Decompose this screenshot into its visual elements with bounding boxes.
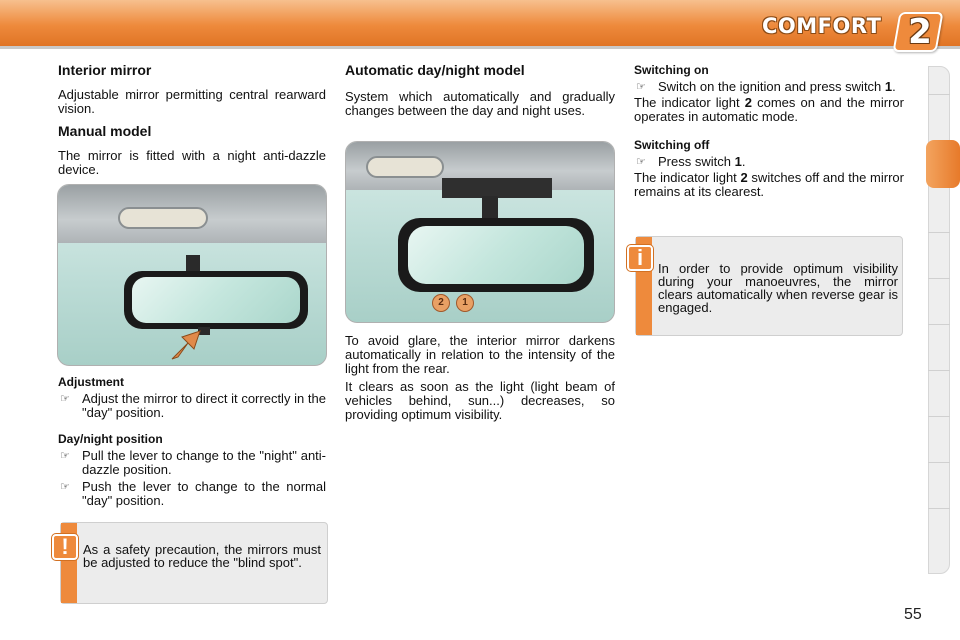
chapter-number: 2 [908,12,932,52]
finger-pointer-icon: ☞ [60,481,70,493]
switching-off-item: ☞ Press switch 1. [636,154,746,169]
active-chapter-tab[interactable] [926,140,960,188]
switching-on-item: ☞ Switch on the ignition and press switch 1. [636,79,896,94]
mirror-mount-bar [442,178,552,198]
day-night-item [58,480,326,508]
tab-divider [928,416,950,417]
header-divider [0,46,960,49]
clear-text: It clears as soon as the light (light beam of vehicles behind, sun...) decreases, so providing optimum visibility. [345,379,615,422]
adjustment-item [58,392,326,420]
indicator-off-text: The indicator light 2 switches off and the mirror remains at its clearest. [634,170,904,199]
finger-pointer-icon: ☞ [636,156,646,168]
day-night-item-text: Push the lever to change to the normal "day" position. [82,479,326,508]
switch-number: 1 [884,79,893,94]
adjustment-item-text: Adjust the mirror to direct it correctly in the "day" position. [82,391,326,420]
warning-text: As a safety precaution, the mirrors must be adjusted to reduce the "blind spot". [83,542,321,570]
tab-divider [928,94,950,95]
page-number: 55 [904,606,922,623]
switching-on-text: Switch on the ignition and press switch [658,79,885,94]
switching-off-heading: Switching off [634,138,710,152]
left-column-top [58,62,326,177]
info-icon: i [627,245,653,271]
courtesy-light [118,207,208,229]
tab-divider [928,232,950,233]
courtesy-light [366,156,444,178]
manual-mirror-illustration [57,184,327,366]
indicator-number: 2 [740,170,748,185]
middle-column-top [345,62,615,118]
right-column [634,63,904,199]
switching-off-text: Press switch [658,154,735,169]
mirror-glass [132,277,300,323]
switching-on-heading: Switching on [634,63,709,77]
manual-model-text: The mirror is fitted with a night anti-dazzle device. [58,148,326,177]
exclamation-icon: ! [52,534,78,560]
indicator-on-text: The indicator light 2 comes on and the mirror operates in automatic mode. [634,95,904,124]
switch-number: 1 [734,154,742,169]
adjustment-heading: Adjustment [58,375,124,389]
mirror-glass [408,226,584,284]
glare-text: To avoid glare, the interior mirror darkens automatically in relation to the intensity of the light from the rear. [345,333,615,376]
interior-mirror-text: Adjustable mirror permitting central rearward vision. [58,87,326,116]
automatic-model-text: System which automatically and gradually changes between the day and night uses. [345,89,615,118]
lever-arrow-icon [166,323,206,363]
finger-pointer-icon: ☞ [60,450,70,462]
middle-column-bottom [345,334,615,422]
indicator-number: 2 [744,95,752,110]
automatic-model-heading: Automatic day/night model [345,62,525,78]
section-title: COMFORT [762,14,882,38]
info-box [635,236,903,336]
tab-divider [928,370,950,371]
tab-divider [928,462,950,463]
day-night-item [58,449,326,477]
warning-box [60,522,328,604]
finger-pointer-icon: ☞ [60,393,70,405]
tab-divider [928,508,950,509]
info-text: In order to provide optimum visibility during your manoeuvres, the mirror clears automatically when reverse gear is engaged. [658,261,898,315]
automatic-mirror-illustration [345,141,615,323]
tab-divider [928,278,950,279]
tab-divider [928,324,950,325]
indicator-light-label: 2 [432,294,450,312]
day-night-heading: Day/night position [58,432,163,446]
manual-model-heading: Manual model [58,123,152,139]
switch-label: 1 [456,294,474,312]
day-night-item-text: Pull the lever to change to the "night" anti-dazzle position. [82,448,326,477]
left-column-bottom [58,375,326,508]
interior-mirror-heading: Interior mirror [58,62,152,78]
finger-pointer-icon: ☞ [636,81,646,93]
